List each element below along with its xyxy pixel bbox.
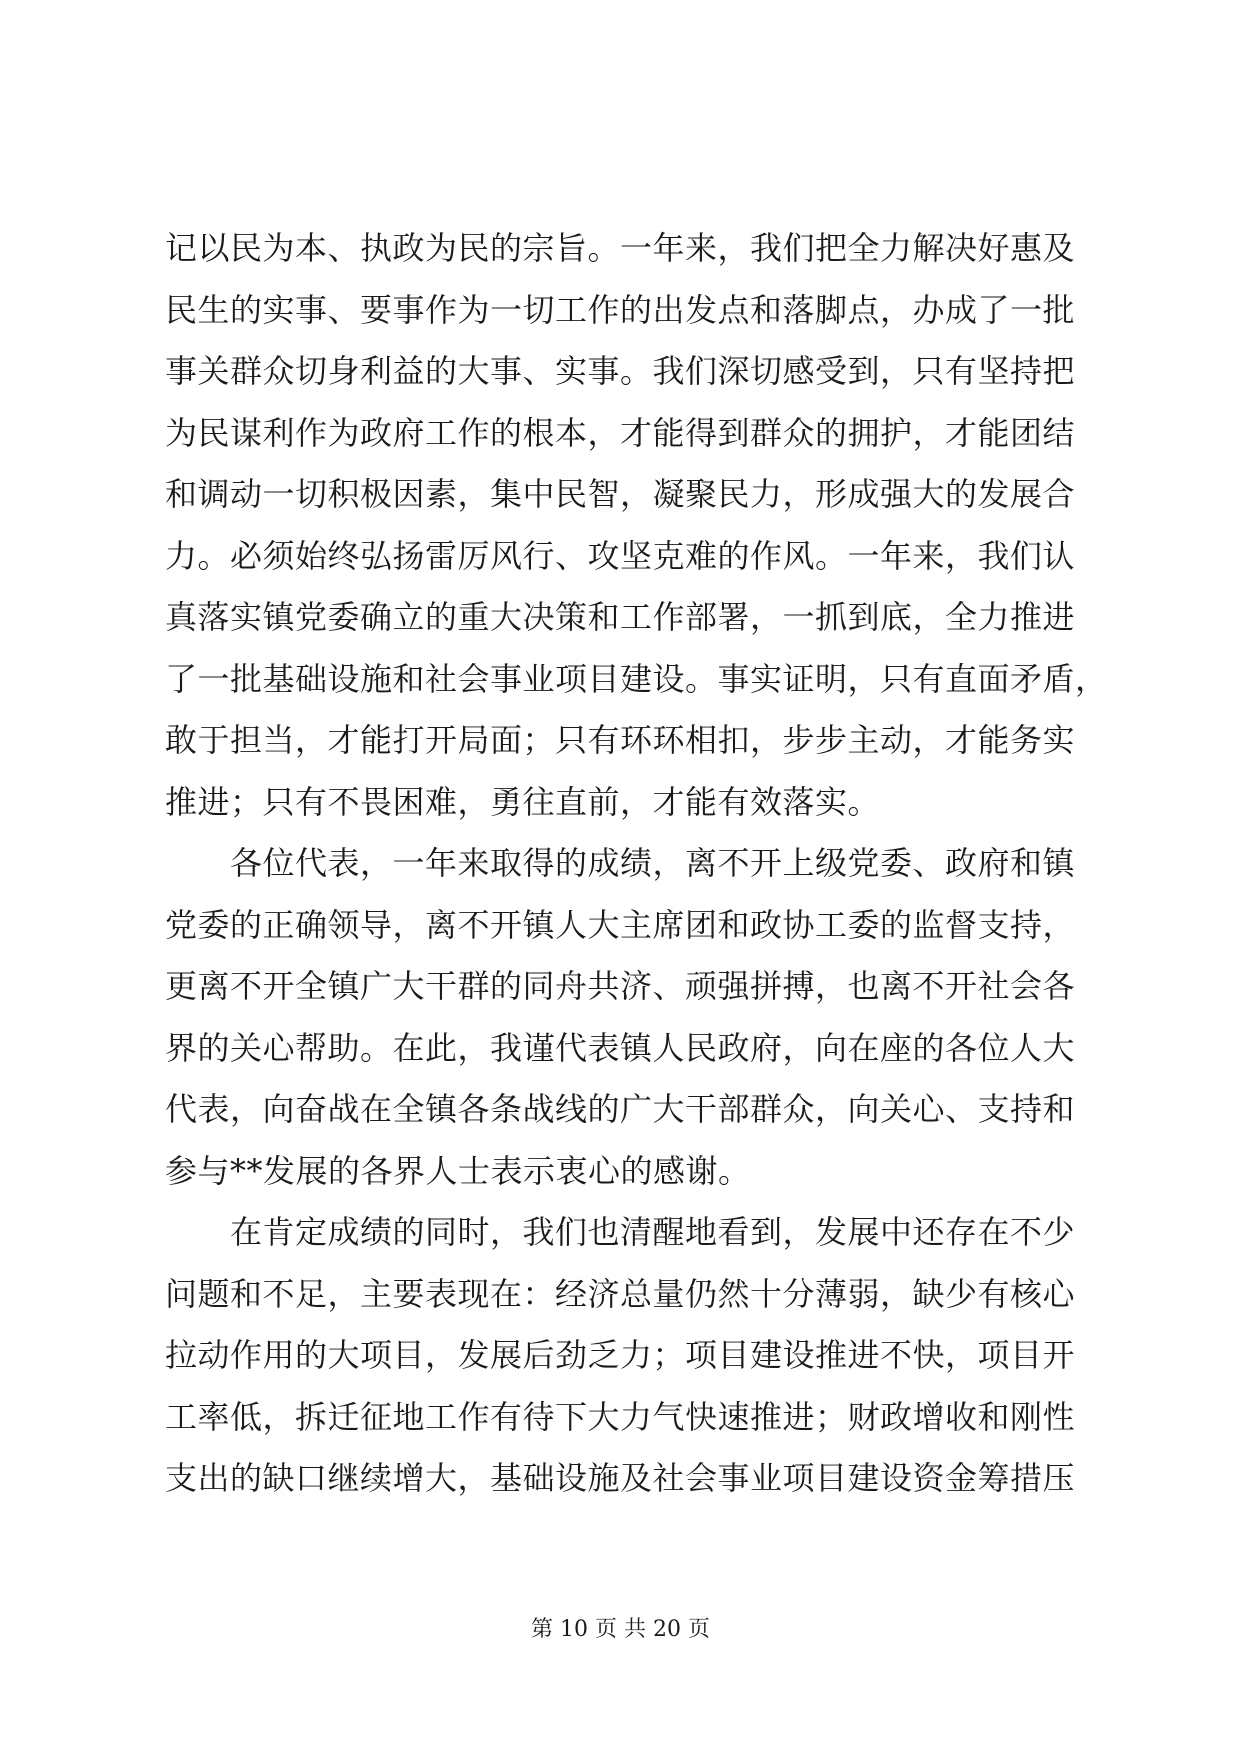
text-line: 更离不开全镇广大干群的同舟共济、顽强拼搏，也离不开社会各: [165, 967, 1076, 1005]
text-line: 工率低，拆迁征地工作有待下大力气快速推进；财政增收和刚性: [165, 1397, 1076, 1436]
text-line: 支出的缺口继续增大，基础设施及社会事业项目建设资金筹措压: [165, 1459, 1076, 1497]
text-line: 记以民为本、执政为民的宗旨。一年来，我们把全力解决好惠及: [165, 229, 1076, 267]
text-line: 敢于担当，才能打开局面；只有环环相扣，步步主动，才能务实: [165, 721, 1076, 759]
text-line: 代表，向奋战在全镇各条战线的广大干部群众，向关心、支持和: [165, 1090, 1076, 1128]
text-line: 了一批基础设施和社会事业项目建设。事实证明，只有直面矛盾，: [165, 659, 1108, 698]
text-line: 各位代表，一年来取得的成绩，离不开上级党委、政府和镇: [165, 844, 1076, 882]
text-line: 党委的正确领导，离不开镇人大主席团和政协工委的监督支持，: [165, 905, 1076, 944]
text-line: 参与**发展的各界人士表示衷心的感谢。: [165, 1151, 751, 1190]
text-line: 力。必须始终弘扬雷厉风行、攻坚克难的作风。一年来，我们认: [165, 536, 1076, 575]
text-line: 真落实镇党委确立的重大决策和工作部署，一抓到底，全力推进: [165, 598, 1076, 636]
body-text: [165, 228, 1108, 1520]
text-line: 推进；只有不畏困难，勇往直前，才能有效落实。: [165, 782, 881, 821]
text-line: 界的关心帮助。在此，我谨代表镇人民政府，向在座的各位人大: [165, 1028, 1076, 1067]
text-line: 和调动一切积极因素，集中民智，凝聚民力，形成强大的发展合: [165, 475, 1076, 513]
text-line: 拉动作用的大项目，发展后劲乏力；项目建设推进不快，项目开: [165, 1336, 1076, 1374]
page-number-footer: 第 10 页 共 20 页: [531, 1617, 710, 1642]
text-line: 在肯定成绩的同时，我们也清醒地看到，发展中还存在不少: [165, 1213, 1076, 1251]
text-line: 问题和不足，主要表现在：经济总量仍然十分薄弱，缺少有核心: [165, 1274, 1076, 1313]
text-line: 事关群众切身利益的大事、实事。我们深切感受到，只有坚持把: [165, 352, 1076, 390]
text-line: 民生的实事、要事作为一切工作的出发点和落脚点，办成了一批: [165, 290, 1076, 329]
text-line: 为民谋利作为政府工作的根本，才能得到群众的拥护，才能团结: [165, 413, 1076, 452]
